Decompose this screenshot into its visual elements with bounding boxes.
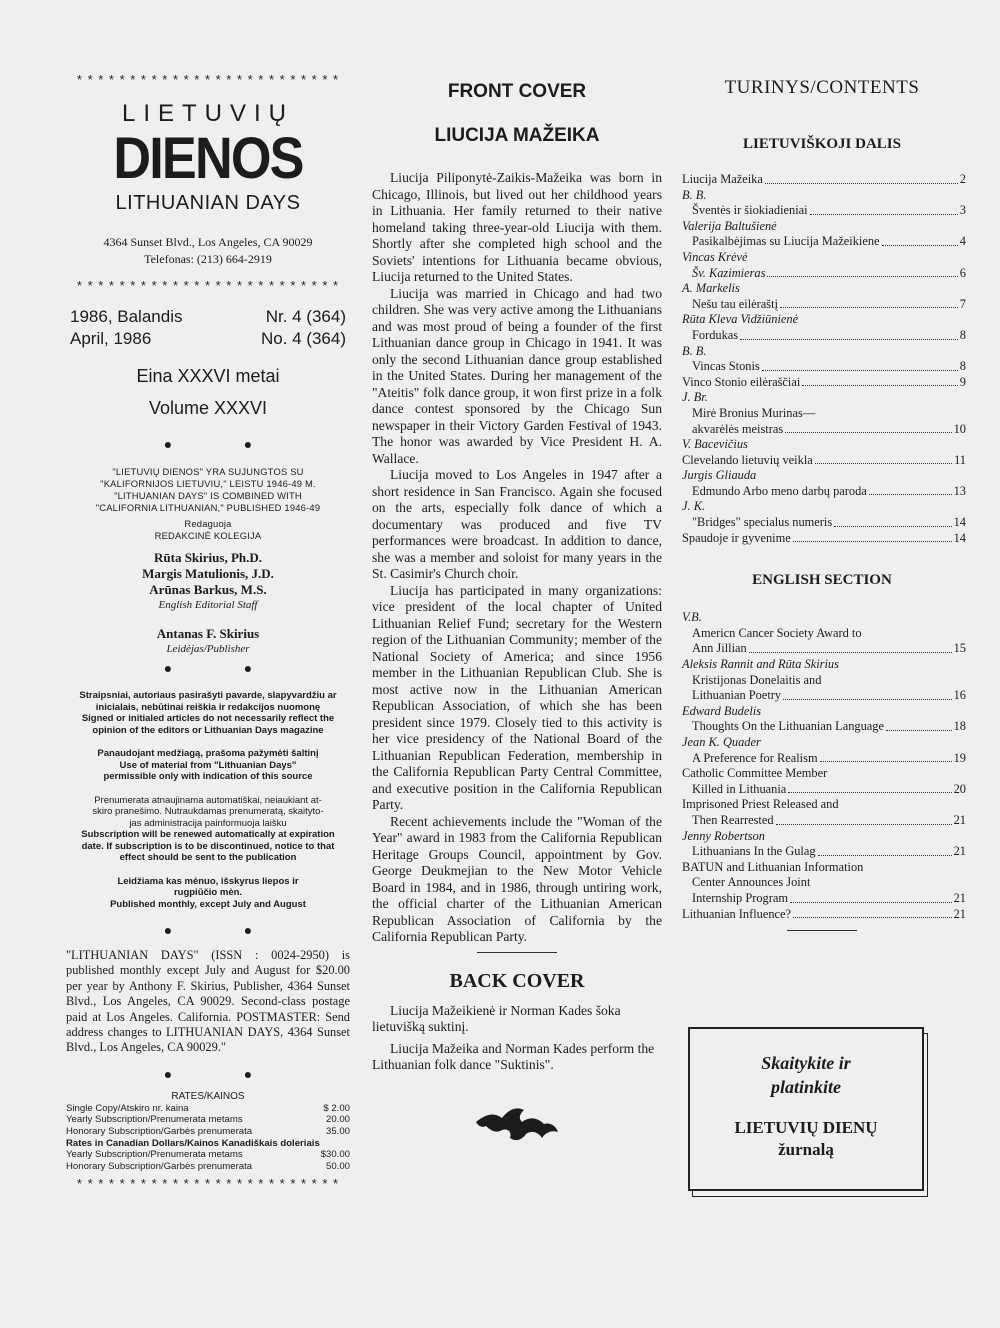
toc-page-number: 9 <box>959 374 966 389</box>
front-cover-article <box>372 170 662 946</box>
issue-en-number: No. 4 (364) <box>260 329 346 348</box>
toc-page-number: 21 <box>953 906 966 921</box>
toc-leader <box>793 907 952 919</box>
rate-row <box>66 1138 350 1150</box>
article-paragraph: Liucija moved to Los Angeles in 1947 after a short residence in San Francisco. Again she focused on the arts, especially folk dance of which a documentary was produced and five TV performances were broadcast. In addition to dance, she was a member and soloist for many years in the St. Casimir's Church choir. <box>372 467 662 581</box>
bullet-divider: ● ● <box>163 662 287 677</box>
toc-page-number: 2 <box>959 172 966 186</box>
star-rule-top: * * * * * * * * * * * * * * * * * * * * * * * * * <box>76 72 340 87</box>
toc-page-number: 7 <box>959 296 966 311</box>
editor-name: Rūta Skirius, Ph.D. <box>154 550 262 565</box>
notice-line: Published monthly, except July and August <box>110 898 306 910</box>
toc-entry-title: Lithuanian Influence? <box>682 906 792 921</box>
merger-line: "LIETUVIŲ DIENOS" YRA SUJUNGTOS SU <box>112 466 304 477</box>
toc-entry-title: Killed in Lithuania <box>692 781 787 796</box>
signed-articles-notice <box>66 690 350 736</box>
toc-entry <box>692 515 966 531</box>
toc-text: BATUN and Lithuanian Information <box>682 859 864 874</box>
editor-list <box>66 550 350 598</box>
bullet-divider: ● ● <box>163 924 287 939</box>
merger-line: "CALIFORNIA LITHUANIAN," PUBLISHED 1946-49 <box>95 502 321 513</box>
toc-leader <box>749 641 952 653</box>
rate-label: Single Copy/Atskiro nr. kaina <box>66 1102 189 1114</box>
toc-entry <box>682 907 966 923</box>
promo-line-1: Skaitykite ir <box>761 1053 851 1073</box>
toc-entry <box>692 719 966 735</box>
editor-name: Arūnas Barkus, M.S. <box>149 582 267 597</box>
toc-entry <box>682 375 966 391</box>
toc-leader <box>834 515 951 527</box>
editorial-label-2: REDAKCINĖ KOLEGIJA <box>154 530 262 541</box>
toc-entry-title: akvarėlės meistras <box>692 421 784 436</box>
toc-entry-title: Vincas Stonis <box>692 359 760 374</box>
masthead-title-top: LIETUVIŲ <box>121 100 295 127</box>
toc-page-number: 21 <box>953 844 966 859</box>
rate-label: Honorary Subscription/Garbės prenumerata <box>66 1126 253 1138</box>
toc-leader <box>815 453 952 465</box>
notice-line: Signed or initialed articles do not necessarily reflect the <box>81 713 335 724</box>
toc-author: Jenny Robertson <box>682 828 765 843</box>
editorial-label-1: Redaguoja <box>184 518 232 529</box>
toc-author: V. Bacevičius <box>682 437 748 452</box>
toc-entry-title: Šventės ir šiokiadieniai <box>692 203 808 218</box>
toc-page-number: 14 <box>953 530 966 545</box>
toc-leader <box>869 484 952 496</box>
toc-page-number: 6 <box>959 265 966 280</box>
toc-text: Center Announces Joint <box>692 875 811 890</box>
toc-page-number: 20 <box>953 781 966 796</box>
toc-entry <box>682 453 966 469</box>
toc-entry-title: Lithuanians In the Gulag <box>692 844 816 859</box>
toc-entry-title: Lithuanian Poetry <box>692 688 782 703</box>
toc-entry <box>692 813 966 829</box>
bullet-divider: ● ● <box>163 1067 287 1083</box>
phone-line: Telefonas: (213) 664-2919 <box>144 252 272 266</box>
merger-line: "KALIFORNIJOS LIETUVIU," LEISTU 1946-49 M. <box>100 478 316 489</box>
rates-title: RATES/KAINOS <box>171 1090 245 1102</box>
english-contents-list <box>678 610 966 922</box>
toc-page-number: 18 <box>953 719 966 734</box>
toc-leader <box>788 782 951 794</box>
rate-label: Yearly Subscription/Prenumerata metams <box>66 1114 243 1126</box>
issue-en <box>66 328 350 350</box>
toc-entry <box>692 297 966 313</box>
notice-line: effect should be sent to the publication <box>119 852 297 863</box>
toc-leader <box>780 297 958 309</box>
article-paragraph: Recent achievements include the "Woman of the Year" award in 1983 from the California Republican Heritage Groups Council, appointment by Gov. George Deukmejian to the New Motor Vehicle Board in 1984, and in 1986, through untiring work, the official charter of the Lithuanian American Republican Association of California by the California Republican Party. <box>372 813 662 944</box>
notice-line: permissible only with indication of this source <box>103 771 313 782</box>
toc-leader <box>783 688 951 700</box>
rate-row <box>66 1161 350 1173</box>
toc-author: Rūta Kleva Vidžiūnienė <box>682 312 799 327</box>
masthead-column <box>66 72 350 1192</box>
toc-author: Jean K. Quader <box>682 735 761 749</box>
toc-entry-title: Nešu tau eilėraštį <box>692 296 779 311</box>
section-divider <box>477 952 557 953</box>
lithuanian-section-heading: LIETUVIŠKOJI DALIS <box>743 136 901 152</box>
rate-price: 20.00 <box>325 1114 350 1126</box>
address-line: 4364 Sunset Blvd., Los Angeles, CA 90029 <box>103 235 313 249</box>
toc-page-number: 8 <box>959 359 966 374</box>
issue-lt <box>66 306 350 328</box>
toc-entry <box>682 172 966 188</box>
toc-entry-title: Šv. Kazimieras <box>692 265 766 280</box>
issue-en-date: April, 1986 <box>70 329 152 348</box>
notice-line: Panaudojant medžiagą, prašoma pažymėti šaltinį <box>97 748 319 759</box>
rate-row <box>66 1126 350 1138</box>
toc-author: Vincas Krėvė <box>682 249 748 264</box>
notice-line: inicialais, nebūtinai reiškia ir redakcijos nuomonę <box>95 701 321 713</box>
toc-page-number: 21 <box>953 890 966 905</box>
article-paragraph: Liucija Piliponytė-Zaikis-Mažeika was born in Chicago, Illinois, but lived out her childhood years in Lithuania. Her family returned to their native homeland taking three-year-old Liucija with them. Shortly after she completed high school and the Soviets' intentions for Lithuania became obvious, Liucija returned to the United States. <box>372 170 662 284</box>
toc-leader <box>790 891 952 903</box>
toc-leader <box>810 203 958 215</box>
issue-lt-number: Nr. 4 (364) <box>265 307 346 326</box>
caption-en: Liucija Mažeika and Norman Kades perform the Lithuanian folk dance "Suktinis". <box>372 1040 655 1072</box>
issue-lt-date: 1986, Balandis <box>70 307 183 326</box>
toc-leader <box>767 266 957 278</box>
toc-author: Edward Budelis <box>682 703 762 718</box>
toc-author: V.B. <box>682 610 702 625</box>
toc-leader <box>793 531 952 543</box>
notice-line: Straipsniai, autoriaus pasirašyti pavarde, slapyvardžiu ar <box>79 690 337 701</box>
promo-line-4: žurnalą <box>778 1140 834 1159</box>
notice-line: Subscription will be renewed automatically at expiration <box>81 829 335 840</box>
subscription-notice <box>66 795 350 864</box>
rate-row <box>66 1103 350 1115</box>
toc-entry-title: Clevelando lietuvių veikla <box>682 452 813 467</box>
merger-line: "LITHUANIAN DAYS" IS COMBINED WITH <box>114 490 302 501</box>
toc-leader <box>776 813 952 825</box>
source-notice <box>66 748 350 783</box>
toc-entry <box>692 422 966 438</box>
notice-line: Leidžiama kas mėnuo, išskyrus liepos ir <box>117 875 299 887</box>
dancer-ornament-icon <box>472 1100 562 1146</box>
notice-line: Use of material from "Lithuanian Days" <box>119 759 297 771</box>
toc-text: Americn Cancer Society Award to <box>692 625 862 640</box>
notice-line: skiro pranešimo. Nutraukdamas prenumeratą, skaityto- <box>92 806 324 817</box>
toc-entry-title: Vinco Stonio eilėraščiai <box>682 374 801 389</box>
star-rule-middle: * * * * * * * * * * * * * * * * * * * * * * * * * <box>76 278 340 293</box>
toc-leader <box>818 844 952 856</box>
toc-page-number: 3 <box>959 203 966 218</box>
rate-label: Rates in Canadian Dollars/Kainos Kanadiškais doleriais <box>66 1137 320 1149</box>
front-cover-heading: FRONT COVER <box>447 81 587 102</box>
toc-leader <box>762 359 958 371</box>
toc-entry <box>692 688 966 704</box>
rate-label: Honorary Subscription/Garbės prenumerata <box>66 1160 253 1172</box>
back-cover-heading: BACK COVER <box>449 969 585 992</box>
toc-text: Mirė Bronius Murinas— <box>692 405 816 420</box>
article-paragraph: Liucija has participated in many organizations: vice president of the local chapter of United Lithuanian Relief Fund; secretary for the Western region of the Lithuanian Community; member of the National Society of America; and since 1956 member in the Lithuanian Republican Club. She is most active now in the Lithuanian American Republican Association, of which she has been president since 1979. Closely tied to this activity is her vice presidency of the National Board of the Lithuanian Republican Federation, membership in the California Republican Party Central Committee, and executive position in the California Republican Party. <box>372 582 662 812</box>
toc-page-number: 8 <box>959 327 966 342</box>
contents-title: TURINYS/CONTENTS <box>724 77 920 98</box>
caption-lt: Liucija Mažeikienė ir Norman Kades šoka lietuvišką suktinį. <box>372 1002 621 1034</box>
volume-lt: Eina XXXVI metai <box>136 366 280 386</box>
bullet-divider: ● ● <box>163 438 287 453</box>
toc-entry <box>692 844 966 860</box>
masthead-title: DIENOS <box>113 126 303 191</box>
toc-text: Kristijonas Donelaitis and <box>692 672 822 687</box>
toc-page-number: 10 <box>953 421 966 436</box>
toc-entry <box>692 891 966 907</box>
rate-price: 35.00 <box>325 1126 350 1138</box>
toc-author: Valerija Baltušienė <box>682 218 777 233</box>
publisher-name: Antanas F. Skirius <box>156 626 260 641</box>
toc-author: Jurgis Gliauda <box>682 468 757 483</box>
toc-author: A. Markelis <box>682 281 740 296</box>
rate-price: $30.00 <box>320 1149 350 1161</box>
toc-entry-title: Edmundo Arbo meno darbų paroda <box>692 483 867 498</box>
publisher-address <box>66 234 350 268</box>
promo-line-2: platinkite <box>770 1077 841 1097</box>
rate-row <box>66 1149 350 1161</box>
front-cover-column <box>372 72 662 1151</box>
toc-leader <box>882 234 958 246</box>
toc-page-number: 21 <box>953 812 966 827</box>
rate-label: Yearly Subscription/Prenumerata metams <box>66 1149 243 1161</box>
toc-text: Imprisoned Priest Released and <box>682 797 839 812</box>
toc-author: B. B. <box>682 187 707 202</box>
toc-entry <box>692 782 966 798</box>
toc-entry <box>692 328 966 344</box>
promo-box <box>688 1027 924 1191</box>
toc-entry-title: Liucija Mažeika <box>682 172 763 186</box>
toc-leader <box>886 719 952 731</box>
toc-leader <box>802 375 957 387</box>
toc-entry-title: Ann Jillian <box>692 641 747 656</box>
toc-author: J. Br. <box>682 390 708 405</box>
toc-page-number: 15 <box>953 641 966 656</box>
toc-entry-title: Then Rearrested <box>692 812 774 827</box>
toc-entry-title: "Bridges" specialus numeris <box>692 515 833 530</box>
toc-page-number: 19 <box>953 750 966 765</box>
toc-leader <box>740 328 958 340</box>
toc-author: B. B. <box>682 343 707 358</box>
toc-entry-title: Fordukas <box>692 327 739 342</box>
contents-column <box>678 72 966 937</box>
toc-entry-title: Pasikalbėjimas su Liucija Mažeikiene <box>692 234 880 249</box>
issue-info <box>66 306 350 350</box>
lithuanian-contents-list <box>678 172 966 546</box>
toc-entry <box>692 234 966 250</box>
star-rule-bottom: * * * * * * * * * * * * * * * * * * * * * * * * * <box>76 1176 340 1192</box>
toc-page-number: 4 <box>959 234 966 249</box>
merger-notice <box>66 466 350 514</box>
toc-entry <box>692 203 966 219</box>
toc-page-number: 11 <box>954 452 966 467</box>
rate-price: $ 2.00 <box>323 1102 350 1114</box>
english-section-heading: ENGLISH SECTION <box>752 572 892 589</box>
contents-end-divider <box>787 930 857 931</box>
notice-line: opinion of the editors or Lithuanian Days magazine <box>92 724 324 736</box>
toc-entry-title: Spaudoje ir gyvenime <box>682 530 791 545</box>
notice-line: date. If subscription is to be discontinued, notice to that <box>81 840 335 852</box>
dancer-ornament <box>372 1100 662 1151</box>
back-cover-caption <box>372 1003 662 1074</box>
rate-row <box>66 1114 350 1126</box>
toc-page-number: 13 <box>953 483 966 498</box>
toc-text: Catholic Committee Member <box>682 766 828 781</box>
toc-page-number: 14 <box>953 515 966 530</box>
toc-entry <box>692 359 966 375</box>
rates-table <box>66 1103 350 1173</box>
notice-line: jas administracija painformuoja laišku <box>129 817 287 829</box>
volume-en: Volume XXXVI <box>148 398 268 418</box>
toc-page-number: 16 <box>953 688 966 703</box>
masthead-subtitle: LITHUANIAN DAYS <box>115 192 301 214</box>
toc-leader <box>785 422 951 434</box>
editorial-label <box>66 518 350 542</box>
notice-line: rugpiūčio mėn. <box>173 887 243 898</box>
article-paragraph: Liucija was married in Chicago and had two children. She was very active among the Lithuanians and was most proud of being a founder of the first Lithuanian dance group in Chicago in 1941. It was only the second Lithuanian dance group established in the United States. During her management of the "Ateitis" folk dance group, it won first prize in a folk dance contest sponsored by the Chicago Sun newspaper in their Victory Garden Festival of 1943. The honor was awarded by Vice President H. A. Wallace. <box>372 285 662 466</box>
toc-entry <box>692 751 966 767</box>
toc-entry <box>682 531 966 547</box>
front-cover-subject: LIUCIJA MAŽEIKA <box>434 125 600 146</box>
toc-author: Aleksis Rannit and Rūta Skirius <box>682 657 839 672</box>
editorial-staff-label: English Editorial Staff <box>158 599 258 611</box>
editor-name: Margis Matulionis, J.D. <box>142 566 274 581</box>
toc-leader <box>765 172 958 184</box>
issn-statement: "LITHUANIAN DAYS" (ISSN : 0024-2950) is published monthly except July and August for $20.00 per year by Anthony F. Skirius, Publisher, 4364 Sunset Blvd., Los Angeles, CA 90029. Second-class postage paid at Los Angeles. California. POSTMASTER: Send address changes to LITHUANIAN DAYS, 4364 Sunset Blvd., Los Angeles, CA 90029." <box>66 948 350 1055</box>
toc-leader <box>820 751 952 763</box>
toc-entry <box>692 641 966 657</box>
toc-author: J. K. <box>682 499 706 514</box>
promo-line-3: LIETUVIŲ DIENŲ <box>734 1118 878 1137</box>
notice-line: Prenumerata atnaujinama automatiškai, neiaukiant at- <box>94 794 322 806</box>
toc-entry <box>692 484 966 500</box>
toc-entry <box>692 266 966 282</box>
toc-entry-title: Internship Program <box>692 890 789 905</box>
toc-entry-title: Thoughts On the Lithuanian Language <box>692 719 885 734</box>
rate-price: 50.00 <box>325 1160 350 1172</box>
publication-schedule <box>66 876 350 911</box>
publisher-role: Leidėjas/Publisher <box>166 643 250 655</box>
toc-entry-title: A Preference for Realism <box>692 750 818 765</box>
